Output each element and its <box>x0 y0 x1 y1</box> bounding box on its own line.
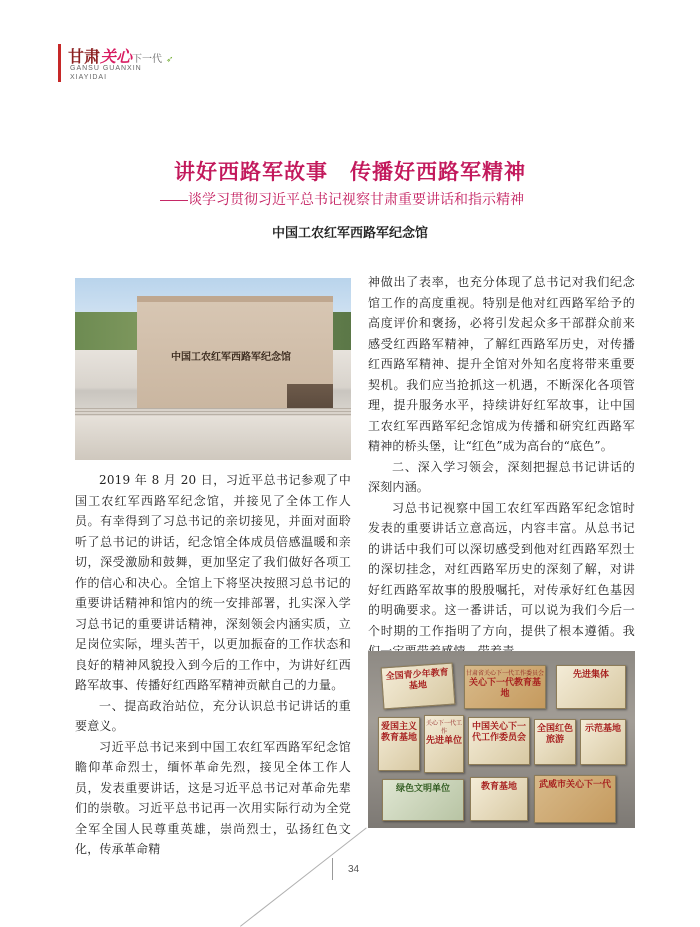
honor-plaque: 绿色文明单位 <box>382 779 464 821</box>
article-subtitle: ——谈学习贯彻习近平总书记视察甘肃重要讲话和指示精神 <box>160 191 524 207</box>
article-organization: 中国工农红军西路军纪念馆 <box>271 226 428 241</box>
photo-building <box>137 296 333 416</box>
logo-accent: 关心 <box>100 47 133 66</box>
honor-plaque: 全国红色旅游 <box>534 719 576 765</box>
right-column <box>368 272 635 662</box>
honor-plaque: 甘肃省关心下一代工作委员会 关心下一代教育基地 <box>464 665 546 709</box>
section-heading: 二、深入学习领会，深刻把握总书记讲话的深刻内涵。 <box>368 459 635 494</box>
photo-plaza <box>75 416 351 460</box>
section-heading: 一、提高政治站位，充分认识总书记讲话的重要意义。 <box>75 698 351 733</box>
masthead-en-line2: XIAYIDAI <box>70 74 108 81</box>
honor-plaques-photo <box>368 651 635 828</box>
building-plaque: 中国工农红军西路军纪念馆 <box>171 352 291 363</box>
honor-plaque: 全国青少年教育基地 <box>381 663 456 710</box>
page-number-divider <box>332 858 333 880</box>
masthead-en-line1: GANSU GUANXIN <box>70 65 142 72</box>
memorial-hall-photo <box>75 278 351 460</box>
honor-plaque: 教育基地 <box>470 777 528 821</box>
arrow-icon: ➶ <box>166 55 174 65</box>
honor-plaque: 关心下一代工作 先进单位 <box>424 715 464 773</box>
paragraph: 神做出了表率，也充分体现了总书记对我们纪念馆工作的高度重视。特别是他对红西路军给予的高度评价和褒扬，必将引发起众多干部群众前来感受红西路军精神，了解红西路军历史，对传播红西路军精神、提升全馆对外知名度将带来重要契机。我们应当抢抓这一机遇，不断深化各项管理，提升服务水平，持续讲好红军故事，让中国工农红军西路军纪念馆成为传播和研究红西路军精神的桥头堡，让“红色”成为高台的“底色”。 <box>368 275 635 453</box>
paragraph: 习总书记视察中国工农红军西路军纪念馆时发表的重要讲话立意高远，内容丰富。从总书记的讲话中我们可以深切感受到他对红西路军烈士的深切挂念，对红西路军历史的深刻了解，对讲好红西路军故事的殷殷嘱托，对传承好红色基因的明确要求。这一番讲话，可以说为我们今后一个时期的工作指明了方向，提供了根本遵循。我 <box>368 500 635 638</box>
left-column <box>75 470 351 860</box>
logo-small: 下一代 <box>132 54 163 65</box>
honor-plaque: 爱国主义教育基地 <box>378 717 420 771</box>
masthead-bar <box>58 44 61 82</box>
honor-plaque: 中国关心下一代工作委员会 <box>468 717 530 765</box>
masthead <box>58 40 208 100</box>
honor-plaque: 示范基地 <box>580 719 626 765</box>
logo-main: 甘肃 <box>68 47 101 66</box>
honor-plaque: 武威市关心下一代 <box>534 775 616 823</box>
honor-plaque: 先进集体 <box>556 665 626 709</box>
photo-steps <box>75 408 351 416</box>
page-number: 34 <box>348 864 360 875</box>
masthead-english <box>70 64 142 82</box>
paragraph: 2019 年 8 月 20 日，习近平总书记参观了中国工农红军西路军纪念馆，并接见了全体工作人员。有幸得到了习总书记的亲切接见，并面对面聆听了总书记的讲话，纪念馆全体成员倍感温暖和亲切，深受激励和鼓舞，更加坚定了我们做好各项工作的信心和决心。全馆上下将坚决按照习总书记的重要讲话精神和馆内的统一安排部署，扎实深入学习总书记的重要讲话精神，深刻领会内涵实质，立足岗位实际，埋头苦干，以更加振奋的工作状态和良好的精神风貌投入到今后的工作中，为讲好红西路军故事、传播好红西路军精神贡献自己的力量。 <box>75 473 351 692</box>
article-title: 讲好西路军故事 传播好西路军精神 <box>174 159 526 184</box>
paragraph: 习近平总书记来到中国工农红军西路军纪念馆瞻仰革命烈士，缅怀革命先烈，接见全体工作人员，发表重要讲话，这是习近平总书记对革命先辈们的崇敬。习近平总书记再一次用实际行动为全党全军全国人民尊重英雄，崇尚烈士，弘扬红色文化，传承革命精 <box>75 739 351 856</box>
